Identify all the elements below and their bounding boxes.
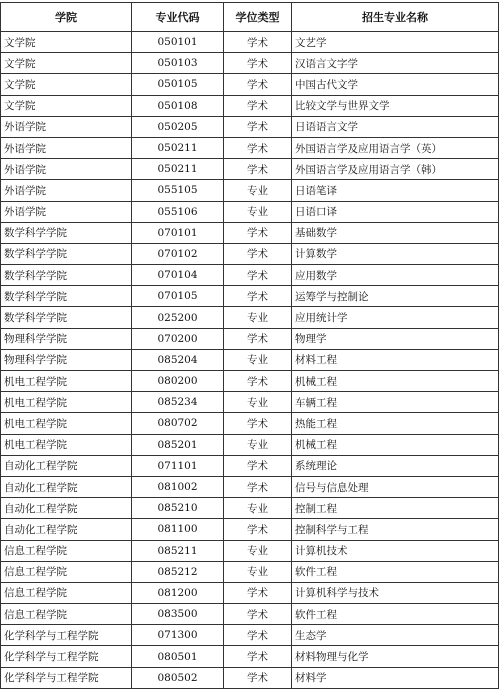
degree-type-cell: 学术 (224, 265, 292, 286)
table-row (1, 95, 499, 116)
degree-type-cell: 学术 (224, 286, 292, 307)
major-code-cell: 080200 (132, 371, 224, 392)
table-row (1, 286, 499, 307)
degree-type-cell: 专业 (224, 201, 292, 222)
college-cell: 机电工程学院 (1, 392, 132, 413)
header-major-code: 专业代码 (132, 3, 224, 32)
degree-type-cell: 学术 (224, 328, 292, 349)
degree-type-cell: 学术 (224, 519, 292, 540)
college-cell: 自动化工程学院 (1, 498, 132, 519)
major-name-cell: 日语语言文学 (292, 116, 499, 137)
major-code-cell: 080501 (132, 646, 224, 667)
college-cell: 数学科学学院 (1, 307, 132, 328)
major-name-cell: 汉语言文字学 (292, 53, 499, 74)
degree-type-cell: 专业 (224, 180, 292, 201)
college-cell: 信息工程学院 (1, 540, 132, 561)
degree-type-cell: 学术 (224, 476, 292, 497)
major-code-cell: 085210 (132, 498, 224, 519)
college-cell: 文学院 (1, 74, 132, 95)
major-code-cell: 071300 (132, 625, 224, 646)
degree-type-cell: 学术 (224, 371, 292, 392)
degree-type-cell: 专业 (224, 307, 292, 328)
major-code-cell: 083500 (132, 604, 224, 625)
header-college: 学院 (1, 3, 132, 32)
college-cell: 文学院 (1, 32, 132, 53)
major-code-cell: 055105 (132, 180, 224, 201)
major-name-cell: 比较文学与世界文学 (292, 95, 499, 116)
major-code-cell: 085201 (132, 434, 224, 455)
college-cell: 外语学院 (1, 137, 132, 158)
degree-type-cell: 学术 (224, 667, 292, 688)
major-code-cell: 070102 (132, 243, 224, 264)
major-code-cell: 085211 (132, 540, 224, 561)
table-row (1, 159, 499, 180)
major-code-cell: 085234 (132, 392, 224, 413)
college-cell: 外语学院 (1, 201, 132, 222)
table-row (1, 116, 499, 137)
major-name-cell: 日语笔译 (292, 180, 499, 201)
major-name-cell: 机械工程 (292, 434, 499, 455)
table-row (1, 32, 499, 53)
degree-type-cell: 学术 (224, 32, 292, 53)
table-row (1, 201, 499, 222)
table-row (1, 74, 499, 95)
major-code-cell: 050205 (132, 116, 224, 137)
major-code-cell: 050103 (132, 53, 224, 74)
degree-type-cell: 专业 (224, 434, 292, 455)
college-cell: 物理科学学院 (1, 328, 132, 349)
major-name-cell: 日语口译 (292, 201, 499, 222)
major-code-cell: 085212 (132, 561, 224, 582)
degree-type-cell: 专业 (224, 349, 292, 370)
major-name-cell: 外国语言学及应用语言学（英） (292, 137, 499, 158)
degree-type-cell: 学术 (224, 646, 292, 667)
college-cell: 外语学院 (1, 116, 132, 137)
college-cell: 化学科学与工程学院 (1, 646, 132, 667)
major-name-cell: 信号与信息处理 (292, 476, 499, 497)
table-row (1, 625, 499, 646)
college-cell: 化学科学与工程学院 (1, 667, 132, 688)
degree-type-cell: 学术 (224, 604, 292, 625)
degree-type-cell: 学术 (224, 53, 292, 74)
major-name-cell: 控制科学与工程 (292, 519, 499, 540)
degree-type-cell: 学术 (224, 95, 292, 116)
table-row (1, 265, 499, 286)
major-code-cell: 070104 (132, 265, 224, 286)
degree-type-cell: 学术 (224, 116, 292, 137)
table-row (1, 434, 499, 455)
college-cell: 数学科学学院 (1, 265, 132, 286)
table-row (1, 498, 499, 519)
enrollment-table-sheet (0, 2, 498, 689)
college-cell: 自动化工程学院 (1, 519, 132, 540)
degree-type-cell: 专业 (224, 498, 292, 519)
college-cell: 机电工程学院 (1, 413, 132, 434)
college-cell: 数学科学学院 (1, 222, 132, 243)
major-name-cell: 车辆工程 (292, 392, 499, 413)
major-name-cell: 计算机技术 (292, 540, 499, 561)
major-code-cell: 080502 (132, 667, 224, 688)
college-cell: 自动化工程学院 (1, 455, 132, 476)
major-code-cell: 081002 (132, 476, 224, 497)
degree-type-cell: 学术 (224, 625, 292, 646)
college-cell: 信息工程学院 (1, 582, 132, 603)
major-name-cell: 运筹学与控制论 (292, 286, 499, 307)
college-cell: 物理科学学院 (1, 349, 132, 370)
enrollment-table (0, 2, 499, 689)
table-row (1, 476, 499, 497)
degree-type-cell: 学术 (224, 413, 292, 434)
college-cell: 机电工程学院 (1, 434, 132, 455)
major-code-cell: 050211 (132, 137, 224, 158)
major-name-cell: 机械工程 (292, 371, 499, 392)
major-name-cell: 计算数学 (292, 243, 499, 264)
college-cell: 数学科学学院 (1, 286, 132, 307)
major-name-cell: 文艺学 (292, 32, 499, 53)
table-row (1, 392, 499, 413)
degree-type-cell: 专业 (224, 561, 292, 582)
major-code-cell: 055106 (132, 201, 224, 222)
table-row (1, 455, 499, 476)
major-name-cell: 材料物理与化学 (292, 646, 499, 667)
degree-type-cell: 学术 (224, 222, 292, 243)
major-name-cell: 生态学 (292, 625, 499, 646)
table-row (1, 222, 499, 243)
major-code-cell: 071101 (132, 455, 224, 476)
college-cell: 化学科学与工程学院 (1, 625, 132, 646)
degree-type-cell: 专业 (224, 540, 292, 561)
college-cell: 外语学院 (1, 180, 132, 201)
header-degree-type: 学位类型 (224, 3, 292, 32)
major-code-cell: 070105 (132, 286, 224, 307)
major-code-cell: 050108 (132, 95, 224, 116)
table-row (1, 328, 499, 349)
major-name-cell: 软件工程 (292, 561, 499, 582)
table-row (1, 137, 499, 158)
major-name-cell: 中国古代文学 (292, 74, 499, 95)
major-name-cell: 物理学 (292, 328, 499, 349)
table-row (1, 540, 499, 561)
table-row (1, 519, 499, 540)
table-row (1, 349, 499, 370)
degree-type-cell: 学术 (224, 159, 292, 180)
table-body (1, 32, 499, 689)
degree-type-cell: 学术 (224, 137, 292, 158)
table-row (1, 180, 499, 201)
college-cell: 外语学院 (1, 159, 132, 180)
degree-type-cell: 学术 (224, 455, 292, 476)
table-row (1, 604, 499, 625)
table-row (1, 413, 499, 434)
degree-type-cell: 学术 (224, 243, 292, 264)
major-code-cell: 081100 (132, 519, 224, 540)
major-name-cell: 应用统计学 (292, 307, 499, 328)
major-name-cell: 热能工程 (292, 413, 499, 434)
major-name-cell: 材料工程 (292, 349, 499, 370)
degree-type-cell: 学术 (224, 582, 292, 603)
table-row (1, 243, 499, 264)
major-code-cell: 081200 (132, 582, 224, 603)
table-row (1, 307, 499, 328)
major-name-cell: 基础数学 (292, 222, 499, 243)
college-cell: 信息工程学院 (1, 604, 132, 625)
table-row (1, 667, 499, 688)
degree-type-cell: 专业 (224, 392, 292, 413)
table-row (1, 561, 499, 582)
major-name-cell: 计算机科学与技术 (292, 582, 499, 603)
college-cell: 文学院 (1, 95, 132, 116)
major-code-cell: 080702 (132, 413, 224, 434)
degree-type-cell: 学术 (224, 74, 292, 95)
major-code-cell: 085204 (132, 349, 224, 370)
major-name-cell: 软件工程 (292, 604, 499, 625)
major-code-cell: 025200 (132, 307, 224, 328)
major-code-cell: 050211 (132, 159, 224, 180)
major-name-cell: 系统理论 (292, 455, 499, 476)
table-row (1, 371, 499, 392)
major-code-cell: 070101 (132, 222, 224, 243)
major-code-cell: 070200 (132, 328, 224, 349)
major-code-cell: 050105 (132, 74, 224, 95)
major-name-cell: 控制工程 (292, 498, 499, 519)
college-cell: 信息工程学院 (1, 561, 132, 582)
college-cell: 自动化工程学院 (1, 476, 132, 497)
table-row (1, 582, 499, 603)
college-cell: 机电工程学院 (1, 371, 132, 392)
header-major-name: 招生专业名称 (292, 3, 499, 32)
table-row (1, 53, 499, 74)
college-cell: 数学科学学院 (1, 243, 132, 264)
major-name-cell: 材料学 (292, 667, 499, 688)
college-cell: 文学院 (1, 53, 132, 74)
header-row (1, 3, 499, 32)
major-name-cell: 应用数学 (292, 265, 499, 286)
major-code-cell: 050101 (132, 32, 224, 53)
table-row (1, 646, 499, 667)
major-name-cell: 外国语言学及应用语言学（韩） (292, 159, 499, 180)
